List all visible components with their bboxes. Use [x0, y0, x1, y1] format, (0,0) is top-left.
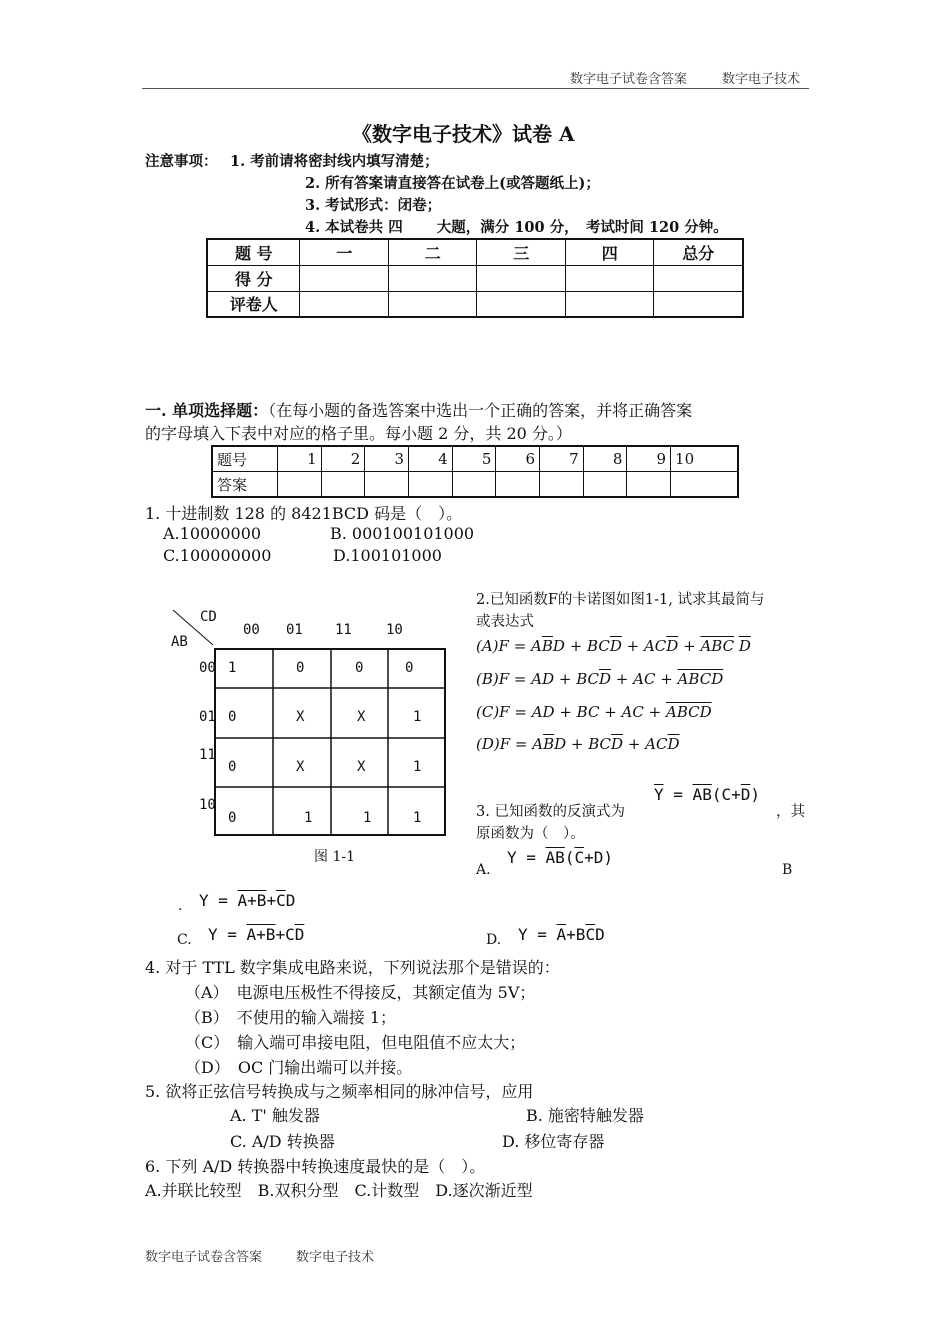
score-header-cell: 四: [565, 239, 654, 265]
q3-inverse-expr: $\overline{Y} = AB(C+\overline{D})$: [654, 785, 761, 804]
score-header-cell: 三: [477, 239, 566, 265]
score-cell[interactable]: [654, 291, 743, 317]
kmap-cell: 1: [363, 810, 372, 826]
score-cell[interactable]: [565, 265, 654, 291]
kmap-cell: X: [357, 759, 366, 775]
q3-option-d-letter: D.: [486, 932, 502, 948]
score-cell[interactable]: [388, 265, 477, 291]
q3-stem-line3: 原函数为（ ）。: [476, 826, 585, 842]
q1-option-a: A.10000000: [163, 524, 262, 543]
q3-option-d: $Y = \overline{A}+B\overline{C}D$: [518, 925, 605, 944]
answer-cell[interactable]: [409, 472, 453, 498]
answer-number: 9: [627, 446, 671, 472]
kmap-cell: 1: [413, 810, 422, 826]
score-header-cell: 一: [300, 239, 389, 265]
score-cell[interactable]: [300, 291, 389, 317]
kmap-cell: 1: [413, 759, 422, 775]
answer-number: 7: [540, 446, 584, 472]
score-cell[interactable]: [477, 265, 566, 291]
note-4: 4. 本试卷共 四 大题，满分 100 分， 考试时间 120 分钟。: [305, 219, 728, 236]
q5-option-a: A. T' 触发器: [230, 1106, 320, 1125]
answer-cell[interactable]: [583, 472, 627, 498]
kmap-cell: 0: [405, 660, 414, 676]
kmap-cell: 0: [228, 709, 237, 725]
q1-stem: 1. 十进制数 128 的 8421BCD 码是（ ）。: [145, 504, 463, 523]
answer-cell[interactable]: [321, 472, 365, 498]
kmap-cell: 0: [228, 759, 237, 775]
page-title: 《数字电子技术》试卷 A: [352, 122, 575, 146]
q1-option-d: D.100101000: [333, 546, 442, 565]
q3-stem-line1: 3. 已知函数的反演式为: [476, 804, 625, 820]
kmap-cell: 0: [296, 660, 305, 676]
q3-option-b-letter: B: [782, 862, 793, 878]
answer-number: 5: [452, 446, 496, 472]
score-cell[interactable]: [477, 291, 566, 317]
kmap-cell: 0: [228, 810, 237, 826]
kmap-col-label: 11: [335, 622, 352, 638]
q1-option-b: B. 000100101000: [330, 524, 475, 543]
q3-option-a-letter: A.: [476, 862, 491, 878]
score-cell[interactable]: [565, 291, 654, 317]
score-cell[interactable]: [388, 291, 477, 317]
header-rule: [142, 88, 809, 89]
answer-number: 6: [496, 446, 540, 472]
q2-option-d: $(D)F = A\overline{B}D + BC\overline{D} + AC\overline{D}$: [476, 735, 680, 753]
kmap-row-label: 10: [199, 797, 216, 813]
score-row-label: 评卷人: [207, 291, 300, 317]
kmap-col-label: 00: [243, 622, 260, 638]
answer-number: 10: [671, 446, 738, 472]
note-1: 1. 考前请将密封线内填写清楚；: [230, 153, 439, 170]
section1-instr1: （在每小题的备选答案中选出一个正确的答案，并将正确答案: [268, 401, 693, 420]
kmap-ab-label: AB: [171, 634, 188, 650]
score-cell[interactable]: [300, 265, 389, 291]
q4-option-d: （D） OC 门输出端可以并接。: [185, 1058, 413, 1077]
q3-option-c-letter: C.: [177, 932, 192, 948]
kmap-col-label: 10: [386, 622, 403, 638]
q3-option-c: $Y = A+B+C\overline{D}$: [208, 925, 305, 944]
q4-stem: 4. 对于 TTL 数字集成电路来说，下列说法那个是错误的：: [145, 958, 560, 977]
q5-stem: 5. 欲将正弦信号转换成与之频率相同的脉冲信号，应用: [145, 1082, 534, 1101]
score-cell[interactable]: [654, 265, 743, 291]
header-right: 数字电子技术: [722, 72, 801, 87]
kmap-row-label: 00: [199, 660, 216, 676]
q2-option-a: $(A)F = A\overline{B}D + BC\overline{D} + AC\overline{D} + \overline{ABC}$ $\overline{D}$: [476, 637, 751, 655]
answer-row-label: 答案: [212, 472, 278, 498]
kmap-cd-label: CD: [200, 609, 217, 625]
answer-number: 3: [365, 446, 409, 472]
section1-instr2: 的字母填入下表中对应的格子里。每小题 2 分，共 20 分。）: [145, 424, 572, 443]
answer-cell[interactable]: [365, 472, 409, 498]
footer-left: 数字电子试卷含答案: [145, 1250, 263, 1265]
answer-number: 8: [583, 446, 627, 472]
q2-stem-line2: 或表达式: [476, 614, 534, 630]
note-3: 3. 考试形式：闭卷；: [305, 197, 442, 214]
q4-option-b: （B） 不使用的输入端接 1；: [185, 1008, 397, 1027]
section1-heading: 一. 单项选择题：: [145, 401, 269, 420]
kmap-cell: 1: [304, 810, 313, 826]
kmap-row-label: 01: [199, 709, 216, 725]
note-2: 2. 所有答案请直接答在试卷上(或答题纸上)；: [305, 175, 600, 192]
q4-option-a: （A） 电源电压极性不得接反，其额定值为 5V；: [185, 983, 536, 1002]
kmap-cell: 0: [355, 660, 364, 676]
q3-option-a: $Y = AB(\overline{C}+D)$: [507, 848, 613, 867]
answer-cell[interactable]: [627, 472, 671, 498]
answer-number: 1: [278, 446, 322, 472]
score-header-cell: 总分: [654, 239, 743, 265]
answer-row-label: 题号: [212, 446, 278, 472]
q2-stem-line1: 2.已知函数F的卡诺图如图1-1, 试求其最简与: [476, 592, 765, 608]
answer-cell[interactable]: [540, 472, 584, 498]
answer-number: 2: [321, 446, 365, 472]
answer-cell[interactable]: [671, 472, 738, 498]
score-header-cell: 二: [388, 239, 477, 265]
answer-cell[interactable]: [452, 472, 496, 498]
q2-option-b: (B)F = AD + $BC\overline{D}$ + AC + $\overline{A}\overline{B}\overline{C}\overline{D}$: [476, 670, 724, 688]
q5-option-b: B. 施密特触发器: [526, 1106, 644, 1125]
notes-label: 注意事项：: [145, 153, 218, 170]
q5-option-c: C. A/D 转换器: [230, 1132, 335, 1151]
section1-heading-line: [145, 398, 692, 421]
answer-cell[interactable]: [496, 472, 540, 498]
kmap-cell: 1: [228, 660, 237, 676]
answer-number: 4: [409, 446, 453, 472]
header-left: 数字电子试卷含答案: [570, 72, 688, 87]
q3-option-b: $Y = A+B+\overline{C}D$: [199, 891, 296, 910]
kmap-col-label: 01: [286, 622, 303, 638]
q3-stem-line2: ，其: [776, 804, 805, 820]
footer-right: 数字电子技术: [296, 1250, 375, 1265]
q3-option-b-dot: .: [178, 898, 183, 914]
kmap-cell: X: [296, 759, 305, 775]
kmap-row-label: 11: [199, 747, 216, 763]
q4-option-c: （C） 输入端可串接电阻，但电阻值不应太大；: [185, 1033, 526, 1052]
kmap-caption: 图 1-1: [314, 849, 355, 865]
q6-options: A.并联比较型 B.双积分型 C.计数型 D.逐次渐近型: [145, 1181, 533, 1200]
kmap-cell: X: [357, 709, 366, 725]
q5-option-d: D. 移位寄存器: [502, 1132, 605, 1151]
score-row-label: 得 分: [207, 265, 300, 291]
q6-stem: 6. 下列 A/D 转换器中转换速度最快的是（ ）。: [145, 1157, 486, 1176]
score-header-cell: 题 号: [207, 239, 300, 265]
q2-option-c: (C)F = AD + BC + AC + $\overline{A}\overline{B}\overline{C}\overline{D}$: [476, 703, 712, 721]
score-table: [206, 238, 744, 318]
q1-option-c: C.100000000: [163, 546, 272, 565]
kmap-cell: X: [296, 709, 305, 725]
answer-table: [211, 445, 739, 498]
kmap-cell: 1: [413, 709, 422, 725]
answer-cell[interactable]: [278, 472, 322, 498]
